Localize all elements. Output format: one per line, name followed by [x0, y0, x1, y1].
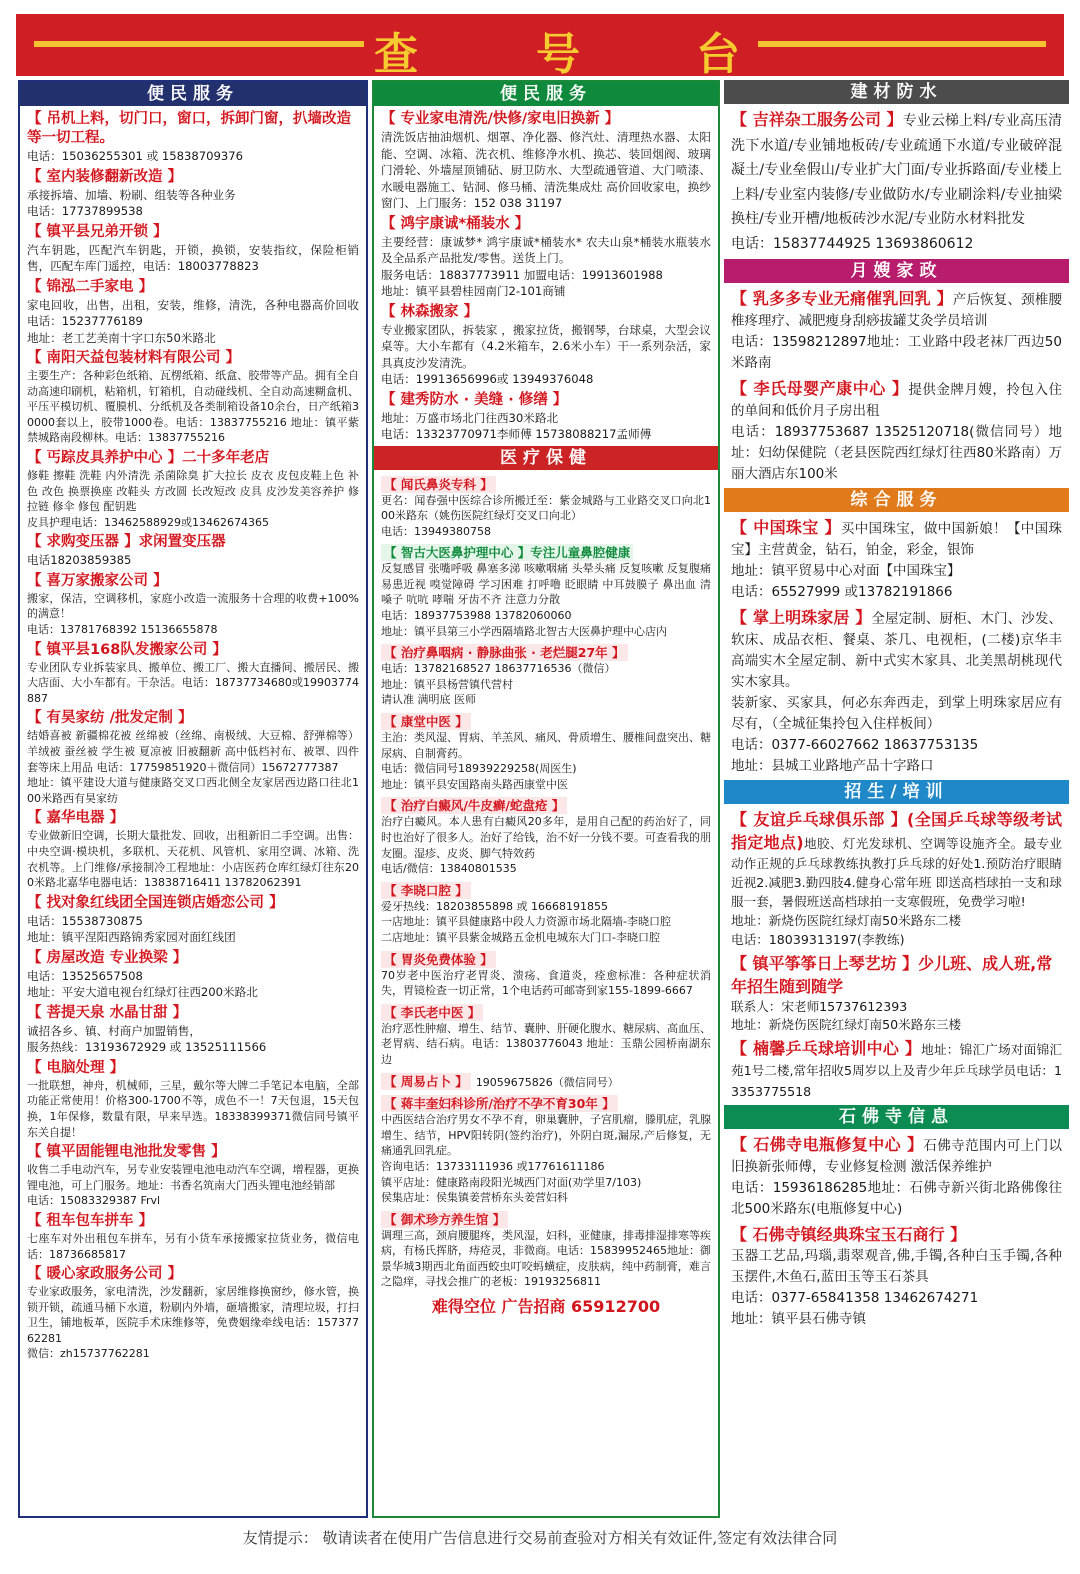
- ad-item: [27, 1143, 359, 1209]
- banner-stripe-left: [34, 41, 364, 47]
- ad-title: 【 锦泓二手家电 】: [27, 278, 154, 295]
- ad-body: 电话18203859385: [27, 553, 132, 568]
- ad-body: 地址：万盛市场北门往西30米路北 电话：13323770971李师傅 15738088217孟师傅: [381, 410, 652, 441]
- banner-stripe-right: [758, 41, 1046, 47]
- med-tag: 【 蒋丰奎妇科诊所/治疗不孕不育30年 】: [381, 1095, 618, 1112]
- ad-item: [731, 516, 1062, 603]
- ad-item: [731, 1037, 1062, 1102]
- section-header: 石佛寺信息: [724, 1105, 1069, 1129]
- ad-text: 全屋定制、厨柜、木门、沙发、软床、成品衣柜、餐桌、茶几、电视柜，(二楼)京华丰高端实木全屋定制、新中式实木家具、北美黑胡桃现代实木家具。 装新家、买家具，何必东奔西走，到掌上明珠家居应有尽有，（全城征集拎包入住样板间） 电话：0377-66027662 18637753135 地址：县城工业路地产品十字路口: [731, 611, 1062, 774]
- med-item: [381, 880, 711, 946]
- ad-body: 一批联想，神舟，机械师，三星，戴尔等大牌二手笔记本电脑，全部功能正常使用！价格300-1700不等，成色不一！7天包退，15天包换，1年保修，数量有限，早来早选。18338399371微信同号镇平东关自提！: [27, 1078, 359, 1139]
- ad-body: [731, 377, 1062, 485]
- med-tag: 【 李氏老中医 】: [381, 1004, 483, 1021]
- ad-text: 地胶、灯光发球机、空调等设施齐全。最专业动作正规的乒乓球教练执教打乒乓球的好处1.预防治疗眼睛近视2.减肥3.勤四肢4.健身心常年班 即送高档球拍一支和球服一套，暑假班送高档球拍一支寒假班，免费学习啦! 地址：新烧伤医院红绿灯南50米路东二楼 电话：18039313197(李教练): [731, 836, 1062, 947]
- section-header: 便民服务: [374, 82, 718, 106]
- med-body: 反复感冒 张嘴呼吸 鼻塞多涕 咳嗽咽痛 头晕头痛 反复咳嗽 反复腹痛 易患近视 嗅觉障碍 学习困难 打呼噜 眨眼睛 中耳鼓膜子 鼻出血 清嗓子 吭吭 哮喘 牙齿不齐 注意力分散 电话：18937753988 13782060060 地址：镇平县第三小学西隔墙路北智古大医鼻护理中心店内: [381, 562, 711, 638]
- ad-body: 专业团队专业拆装家具、搬单位、搬工厂、搬大直播间、搬居民、搬大店面、大小车都有。干杂活。电话：18737734680或19903774887: [27, 660, 359, 705]
- med-body: 19059675826（微信同号）: [475, 1075, 619, 1089]
- section-header: 招生/培训: [724, 780, 1069, 804]
- column-services: [724, 80, 1069, 1518]
- ad-body: 专业做新旧空调，长期大量批发、回收，出租新旧二手空调。出售：中央空调·模块机，多联机、天花机、风管机、家用空调、冰箱、洗衣机等。上门维修/承接制冷工程地址：小店医药仓库红绿灯往东200米路北嘉华电器电话：13838716411 13782062391: [27, 829, 359, 890]
- ad-body: 联系人：宋老师15737612393 地址：新烧伤医院红绿灯南50米路东三楼: [731, 999, 962, 1032]
- ad-item: [731, 287, 1062, 374]
- ad-item: [27, 110, 359, 165]
- ad-list: [20, 106, 366, 1362]
- ad-text: 专业云梯上料/专业高压清洗下水道/专业铺地板砖/专业疏通下水道/专业破碎混凝土/专业垒假山/专业扩大门面/专业拆路面/专业楼上上料/专业室内装修/专业做防水/专业刷涂料/专业抽梁换柱/专业开槽/地板砖沙水泥/专业防水材料批发: [731, 113, 1062, 227]
- ad-item: [27, 449, 359, 530]
- med-tag: 【 周易占卜 】: [381, 1073, 471, 1090]
- ad-list: [374, 106, 718, 443]
- ad-item: [27, 223, 359, 275]
- ad-list: [724, 1129, 1069, 1330]
- ad-title: 【 吉祥杂工服务公司 】: [731, 110, 903, 129]
- ad-item: [27, 949, 359, 1001]
- ad-body: [731, 108, 1062, 232]
- ad-body: 汽车钥匙，匹配汽车钥匙，开锁，换锁，安装指纹，保险柜销售，匹配车库门遥控，电话：18003778823: [27, 242, 359, 273]
- med-item: [381, 642, 711, 708]
- ad-text: 地址：锦汇广场对面锦汇苑1号二楼,常年招收5周岁以上及青少年乒乓球学员电话：13353775518: [731, 1042, 1062, 1099]
- ad-item: [27, 349, 359, 446]
- med-body: 治疗白癜风。本人患有白癜风20多年，是用自己配的药治好了，同时也治好了很多人。治好了给钱，治不好一分钱不要。可查看我的朋友圈。湿疹、皮炎、脚气特效药 电话/微信：13840801535: [381, 815, 711, 876]
- med-body: 更名：闻春强中医综合诊所搬迁至：紫金城路与工业路交叉口向北100米路东（姚伤医院红绿灯交叉口向北） 电话：13949380758: [381, 493, 711, 538]
- ad-title: 【 李氏母婴产康中心 】: [731, 379, 909, 398]
- ad-text: 提供金牌月嫂，拎包入住的单间和低价月子房出租 电话：18937753687 13525120718(微信同号）地址：妇幼保健院（老县医院西红绿灯往西80米路南）万丽大酒店东100米: [731, 382, 1062, 482]
- footer-notice: 友情提示： 敬请读者在使用广告信息进行交易前查验对方相关有效证件,签定有效法律合同: [242, 1529, 838, 1547]
- ad-body: 玉器工艺品,玛瑙,翡翠观音,佛,手镯,各种白玉手镯,各种玉摆件,木鱼石,蓝田玉等玉石茶具 电话：0377-65841358 13462674271 地址：镇平县石佛寺镇: [731, 1248, 1062, 1327]
- ad-text: 买中国珠宝，做中国新娘！【中国珠宝】主营黄金，钻石，铂金，彩金，银饰 地址：镇平贸易中心对面【中国珠宝】 电话：65527999 或13782191866: [731, 521, 1062, 600]
- ad-body: [731, 516, 1062, 603]
- ad-item: [27, 809, 359, 890]
- ad-item: [27, 572, 359, 638]
- ad-body: 七座车对外出租包车拼车，另有小货车承接搬家拉货业务，微信电话：18736685817: [27, 1231, 359, 1261]
- ad-body: 搬家，保洁，空调移机，家庭小改造一流服务十合理的收费+100%的满意！ 电话：13781768392 15136655878: [27, 591, 359, 637]
- ad-body: 诚招各乡、镇、村商户加盟销售， 服务热线：13193672929 或 13525111566: [27, 1023, 267, 1055]
- ad-item: [27, 1265, 359, 1362]
- ad-body: 收售二手电动汽车，另专业安装锂电池电动汽车空调，增程器，更换锂电池，可上门服务。地址：书香名筑南大门西头锂电池经销部 电话：15083329387 Frvl: [27, 1163, 359, 1208]
- ad-item: [731, 808, 1062, 949]
- ad-title: 【 掌上明珠家居 】: [731, 608, 872, 627]
- ad-item: [731, 108, 1062, 256]
- ad-title: 【 有昊家纺 /批发定制 】: [27, 710, 193, 727]
- ad-item: [381, 110, 711, 212]
- med-tag: 【 胃炎免费体验 】: [381, 951, 496, 968]
- ad-title: 【 吊机上料，切门口，窗口，拆卸门窗，扒墙改造等一切工程。: [27, 111, 352, 146]
- med-tag: 【 治疗白癜风/牛皮癣/蛇盘疮 】: [381, 797, 567, 814]
- ad-item: [27, 641, 359, 707]
- med-body: 电话：13782168527 18637716536（微信） 地址：镇平县杨营镇代营村 请认准 满明底 医师: [381, 662, 616, 707]
- med-tag: 【 治疗鼻咽病 · 静脉曲张 · 老烂腿27年 】: [381, 644, 628, 661]
- ad-body: 电话：15538730875 地址：镇平涅阳西路锦秀家园对面红线团: [27, 913, 236, 945]
- ad-title: 【 房屋改造 专业换梁 】: [27, 949, 188, 966]
- ad-item: [27, 533, 359, 569]
- medical-list: [374, 470, 718, 1318]
- med-tag: 【 李晓口腔 】: [381, 882, 471, 899]
- ad-body: [731, 808, 1062, 949]
- section-header: 建材防水: [724, 80, 1069, 104]
- ad-title: 【 租车包车拼车 】: [27, 1212, 154, 1229]
- ad-title: 【 喜万家搬家公司 】: [27, 572, 168, 589]
- med-item: [381, 711, 711, 792]
- ad-title: 【 中国珠宝 】: [731, 518, 841, 537]
- ad-list: [724, 283, 1069, 485]
- ad-item: [731, 1133, 1062, 1220]
- ad-title: 【 镇平县168队发搬家公司 】: [27, 641, 227, 658]
- ad-title: 【 电脑处理 】: [27, 1059, 125, 1076]
- med-body: 主治：类风湿、胃病、羊羔风、痛风、骨质增生、腰椎间盘突出、糖尿病、自制膏药。 电话：微信同号18939229258(周医生) 地址：镇平县安国路南头路西康堂中医: [381, 731, 711, 791]
- med-body: 中西医结合治疗男女不孕不育，卵巢囊肿，子宫肌瘤，滕肌症，乳腺增生、结节，HPV阳转阴(签约治疗)，外阴白斑,漏尿,产后修复，无痛通乳回乳症。 咨询电话：13733111936 或17761611186 镇平店址：健康路南段阳光城西门对面(劝学里7/103) 侯集店址：侯集镇姜营桥东头姜营妇科: [381, 1113, 711, 1205]
- ad-item: [27, 278, 359, 347]
- med-body: 爱牙热线：18203855898 或 16668191855 一店地址：镇平县健康路中段人力资源市场北隔墙-李晓口腔 二店地址：镇平县紫金城路五金机电城东大门口-李晓口腔: [381, 899, 671, 944]
- ad-title: 【 镇平筝筝日上琴艺坊 】少儿班、成人班,常年招生随到随学: [731, 954, 1053, 996]
- ad-title: 【 室内装修翻新改造 】: [27, 168, 183, 185]
- med-body: 70岁老中医治疗老胃炎、溃疡、食道炎，痊愈标准：各种症状消失，胃镜检查一切正常，1个电话药可邮寄到家155-1899-6667: [381, 968, 711, 998]
- med-item: [381, 1002, 711, 1068]
- med-tag: 【 闻氏鼻炎专科 】: [381, 476, 496, 493]
- ad-title: 【 楠馨乒乓球培训中心 】: [731, 1039, 922, 1058]
- ad-title: 【 南阳天益包装材料有限公司 】: [27, 350, 241, 366]
- section-header: 月嫂家政: [724, 259, 1069, 283]
- ad-title: 【 求购变压器 】求闲置变压器: [27, 534, 226, 551]
- med-body: 调理三高，颈肩腰腿疼，类风湿，妇科，亚健康，排毒排湿排寒等疾病，有杨氏挥脐，痔疮灵，非微商。电话：15839952465地址：御景华城3期西北角面西蛟虫叮咬蚂蟥症，皮肤病，纯中药制膏，难言之隐痒，寻找会推广的老板：19193256811: [381, 1228, 711, 1289]
- med-tag: 【 御术珍方养生馆 】: [381, 1211, 508, 1228]
- ad-title: 【 丐踪皮具养护中心 】二十多年老店: [27, 449, 270, 466]
- ad-hotline: 难得空位 广告招商 65912700: [431, 1297, 661, 1317]
- ad-item: [27, 709, 359, 806]
- ad-body: 专业搬家团队，拆装家 ，搬家拉货，搬钢琴，台球桌，大型会议桌等。大小车都有（4.2米箱车，2.6米小车）干一系列杂活，家具真皮沙发清洗。 电话：19913656996或 13949376048: [381, 322, 711, 386]
- section-header: 便民服务: [20, 82, 366, 106]
- ad-item: [731, 377, 1062, 485]
- column-convenience-1: [18, 80, 368, 1518]
- ad-body: 清洗饭店抽油烟机、烟罩、净化器、修汽灶、清理热水器、太阳能、空调、冰箱、洗衣机、维修净水机、换芯、装回烟阀、玻璃门滑轮、外墙屋顶铺砧、厨卫防水、大型疏通管道、大门喷漆、水暖电器施工、钻洞、修马桶、清洗集成灶 高价回收家电，换纱窗门、上门服务：152 038 31197: [381, 130, 711, 210]
- ad-title: 【 石佛寺电瓶修复中心 】: [731, 1135, 924, 1154]
- med-tag: 【 康堂中医 】: [381, 713, 471, 730]
- ad-body: [731, 1037, 1062, 1102]
- ad-phone: 电话：15837744925 13693860612: [731, 235, 974, 252]
- med-item: [381, 474, 711, 540]
- ad-body: [731, 606, 1062, 777]
- ad-title: 【 林森搬家 】: [381, 303, 479, 320]
- ad-item: [27, 894, 359, 946]
- ad-list: [724, 104, 1069, 256]
- ad-title: 【 鸿宇康诚*桶装水 】: [381, 215, 530, 232]
- ad-title: 【 暖心家政服务公司 】: [27, 1266, 183, 1283]
- ad-item: [27, 168, 359, 220]
- ad-item: [27, 1059, 359, 1140]
- ad-title: 【 嘉华电器 】: [27, 810, 125, 827]
- ad-item: [381, 303, 711, 388]
- ad-body: 主要生产：各种彩色纸箱、瓦楞纸箱、纸盒、胶带等产品。拥有全自动高速印刷机，粘箱机，钉箱机，自动碰线机、全自动高速糊盒机、平压平模切机、覆膜机、分纸机及各类制箱设备10余台，日产纸箱30000套以上，胶带1000卷。电话：13837755216 地址：镇平紫禁城路南段柳林。电话：13837755216: [27, 369, 359, 445]
- ad-title: 【 乳多多专业无痛催乳回乳 】: [731, 289, 953, 308]
- med-item: [381, 1093, 711, 1206]
- med-body: 治疗恶性肿瘤、增生、结节、囊肿、肝硬化腹水、糖尿病、高血压、老胃病、结石病。电话：13803776043 地址：玉鼎公园桥南湖东边: [381, 1021, 711, 1066]
- ad-body: 家电回收，出售，出租，安装，维修，清洗，各种电器高价回收 电话：15237776189 地址：老工艺美南十字口东50米路北: [27, 297, 359, 345]
- ad-body: 结婚喜被 新疆棉花被 丝绵被（丝绵、南极绒、大豆棉、舒弹棉等） 羊绒被 蚕丝被 学生被 夏凉被 旧被翻新 高中低档衬布、被罩、四件套等床上用品 电话：17759851920＋微信同）15672777387 地址：镇平建设大道与健康路交叉口西北侧全友家居西边路口往北100米路西有昊家纺: [27, 729, 359, 805]
- ad-title: 【 建秀防水 · 美缝 · 修缮 】: [381, 391, 568, 408]
- ad-list: [724, 512, 1069, 777]
- med-item: [381, 949, 711, 999]
- section-header: 综合服务: [724, 488, 1069, 512]
- ad-title: 【 石佛寺镇经典珠宝玉石商行 】: [731, 1225, 967, 1244]
- title-banner: [16, 14, 1064, 80]
- med-item: [381, 1209, 711, 1290]
- ad-title: 【 友谊乒乓球俱乐部 】(全国乒乓球等级考试指定地点): [731, 810, 1062, 852]
- ad-title: 【 镇平县兄弟开锁 】: [27, 223, 168, 240]
- ad-item: [27, 1004, 359, 1056]
- ad-body: [731, 1133, 1062, 1220]
- ad-body: 电话：13525657508 地址：平安大道电视台红绿灯往西200米路北: [27, 968, 258, 1000]
- ad-item: [381, 215, 711, 300]
- banner-char-1: 查: [374, 29, 418, 80]
- ad-item: [381, 391, 711, 443]
- ad-item: [731, 606, 1062, 777]
- ad-text: 产后恢复、颈椎腰椎疼理疗、减肥瘦身刮痧拔罐艾灸学员培训 电话：13598212897地址：工业路中段老袜厂西边50米路南: [731, 292, 1062, 371]
- ad-title: 【 找对象红线团全国连锁店婚恋公司 】: [27, 894, 284, 911]
- ad-item: [27, 1212, 359, 1262]
- med-item: [381, 1071, 711, 1091]
- ad-title: 【 镇平固能锂电池批发零售 】: [27, 1144, 226, 1161]
- banner-char-3: 台: [696, 29, 740, 80]
- ad-body: 修鞋 擦鞋 洗鞋 内外清洗 杀菌除臭 扩大拉长 皮衣 皮包皮鞋上色 补色 改色 换票换座 改鞋头 方改圆 长改短改 皮具 皮沙发美容养护 修拉链 修伞 修包 配钥匙 皮具护理电话：13462588929或13462674365: [27, 468, 359, 529]
- banner-char-2: 号: [536, 29, 580, 80]
- med-item: [381, 795, 711, 876]
- ad-body: 主要经营：康诚梦* 鸿宇康诚*桶装水* 农夫山泉*桶装水瓶装水及全品系产品批发/零售。送货上门。 服务电话：18837773911 加盟电话：19913601988 地址：镇平县碧桂园南门2-101商铺: [381, 234, 711, 298]
- section-header-medical: 医疗保健: [374, 446, 718, 470]
- ad-list: [724, 804, 1069, 1102]
- column-convenience-2: [372, 80, 720, 1518]
- med-item: [381, 542, 711, 639]
- med-tag: 【 智古大医鼻护理中心 】专注儿童鼻腔健康: [381, 544, 633, 561]
- ad-title: 【 专业家电清洗/快修/家电旧换新 】: [381, 111, 620, 127]
- ad-body: 承接拆墙、加墙、粉刷、组装等各种业务 电话：17737899538: [27, 187, 236, 218]
- ad-item: [731, 952, 1062, 1034]
- ad-text: 石佛寺范围内可上门以旧换新张师傅，专业修复检测 激活保养维护 电话：15936186285地址：石佛寺新兴街北路佛像往北500米路东(电瓶修复中心): [731, 1138, 1062, 1217]
- ad-item: [731, 1223, 1062, 1330]
- ad-body: 专业家政服务，家电清洗，沙发翻新，家居维修换窗纱，修水管，换锁开锁，疏通马桶下水道，粉刷内外墙，砸墙搬家，清理垃圾，打扫卫生，铺地板革，医院手术床维修等，免费姻缘牵线电话：15737762281 微信：zh15737762281: [27, 1285, 359, 1361]
- ad-body: 电话：15036255301 或 15838709376: [27, 149, 244, 163]
- ad-body: [731, 287, 1062, 374]
- ad-title: 【 菩提天泉 水晶甘甜 】: [27, 1004, 188, 1021]
